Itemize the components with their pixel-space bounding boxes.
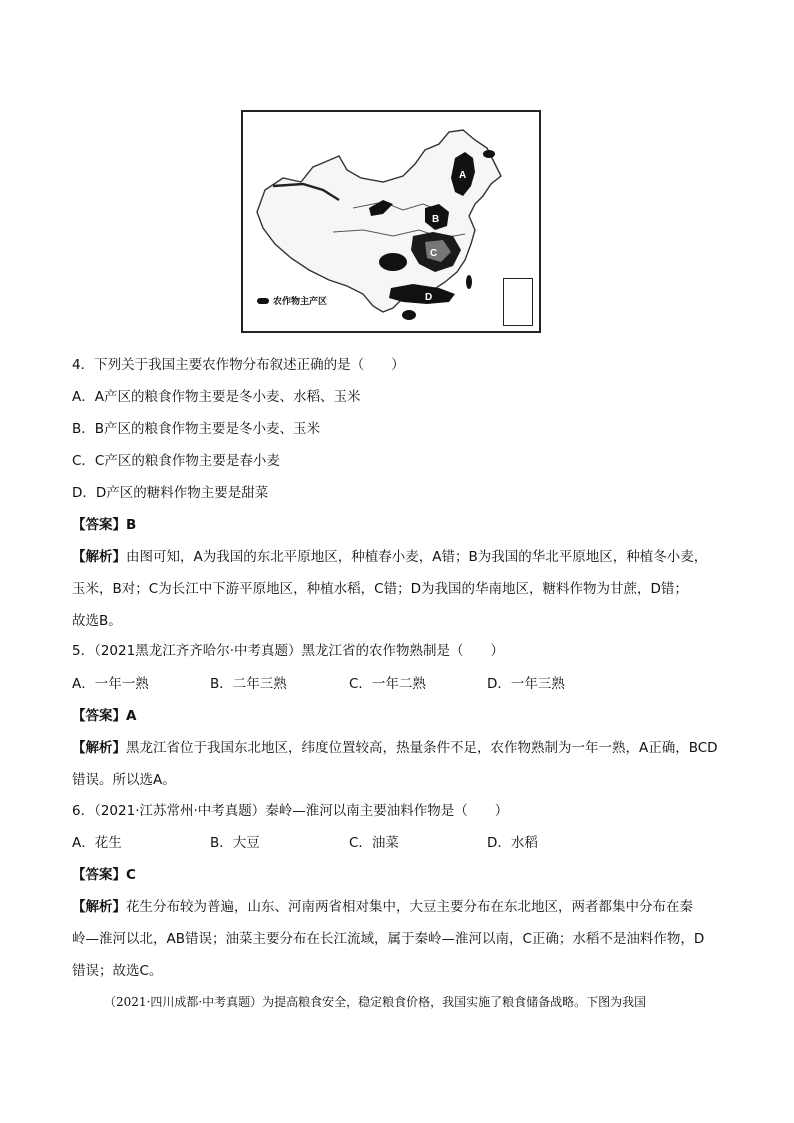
region-ne-small bbox=[483, 150, 495, 158]
q4-option-c: C．C产区的粮食作物主要是春小麦 bbox=[72, 453, 280, 469]
legend-swatch bbox=[257, 298, 269, 304]
region-label-d: D bbox=[425, 292, 433, 303]
q6-stem: 6．（2021·江苏常州·中考真题）秦岭—淮河以南主要油料作物是（ ） bbox=[72, 803, 509, 819]
region-taiwan bbox=[466, 275, 472, 289]
q6-analysis-line-3: 错误；故选C。 bbox=[72, 963, 163, 979]
q4-analysis-label: 【解析】 bbox=[72, 549, 126, 565]
q5-option-d: D．一年三熟 bbox=[487, 676, 565, 692]
legend-label: 农作物主产区 bbox=[273, 297, 328, 307]
q4-option-a: A．A产区的粮食作物主要是冬小麦、水稻、玉米 bbox=[72, 389, 361, 405]
region-label-a: A bbox=[459, 170, 467, 181]
region-label-b: B bbox=[432, 214, 440, 225]
q5-analysis-text-1: 黑龙江省位于我国东北地区，纬度位置较高，热量条件不足，农作物熟制为一年一熟，A正确，BCD bbox=[126, 740, 718, 756]
region-label-c: C bbox=[430, 248, 438, 259]
q4-stem: 4．下列关于我国主要农作物分布叙述正确的是（ ） bbox=[72, 357, 405, 373]
region-sichuan bbox=[379, 253, 407, 271]
q5-analysis-line-1 bbox=[72, 740, 718, 756]
q5-analysis-line-2: 错误。所以选A。 bbox=[72, 772, 176, 788]
q6-option-b: B．大豆 bbox=[210, 835, 260, 851]
q5-option-b: B．二年三熟 bbox=[210, 676, 287, 692]
q6-analysis-label: 【解析】 bbox=[72, 899, 126, 915]
q5-analysis-label: 【解析】 bbox=[72, 740, 126, 756]
q4-option-b: B．B产区的粮食作物主要是冬小麦、玉米 bbox=[72, 421, 321, 437]
q6-analysis-line-2: 岭—淮河以北，AB错误；油菜主要分布在长江流域，属于秦岭—淮河以南，C正确；水稻不是油料作物，D bbox=[72, 931, 705, 947]
q4-answer: 【答案】B bbox=[72, 517, 137, 533]
q4-analysis-line-1 bbox=[72, 549, 707, 565]
q5-option-a: A．一年一熟 bbox=[72, 676, 149, 692]
q6-analysis-line-1 bbox=[72, 899, 693, 915]
q6-answer: 【答案】C bbox=[72, 867, 136, 883]
q6-option-d: D．水稻 bbox=[487, 835, 538, 851]
q4-analysis-text-1: 由图可知，A为我国的东北平原地区，种植春小麦，A错；B为我国的华北平原地区，种植冬小麦， bbox=[126, 549, 708, 565]
q5-answer: 【答案】A bbox=[72, 708, 137, 724]
south-china-sea-inset bbox=[503, 278, 533, 326]
q5-stem: 5．（2021黑龙江齐齐哈尔·中考真题）黑龙江省的农作物熟制是（ ） bbox=[72, 643, 504, 659]
q6-option-a: A．花生 bbox=[72, 835, 122, 851]
next-question-lead: （2021·四川成都·中考真题）为提高粮食安全，稳定粮食价格，我国实施了粮食储备战略。下图为我国 bbox=[104, 995, 647, 1009]
region-hainan bbox=[402, 310, 416, 320]
q5-option-c: C．一年二熟 bbox=[349, 676, 426, 692]
q4-analysis-line-3: 故选B。 bbox=[72, 613, 122, 629]
china-crop-map bbox=[241, 110, 541, 333]
q4-option-d: D．D产区的糖料作物主要是甜菜 bbox=[72, 485, 269, 501]
q6-option-c: C．油菜 bbox=[349, 835, 399, 851]
q4-analysis-line-2: 玉米，B对；C为长江中下游平原地区，种植水稻，C错；D为我国的华南地区，糖料作物为甘蔗，D错； bbox=[72, 581, 688, 597]
q6-analysis-text-1: 花生分布较为普遍，山东、河南两省相对集中，大豆主要分布在东北地区，两者都集中分布在秦 bbox=[126, 899, 693, 915]
map-legend bbox=[257, 294, 327, 307]
